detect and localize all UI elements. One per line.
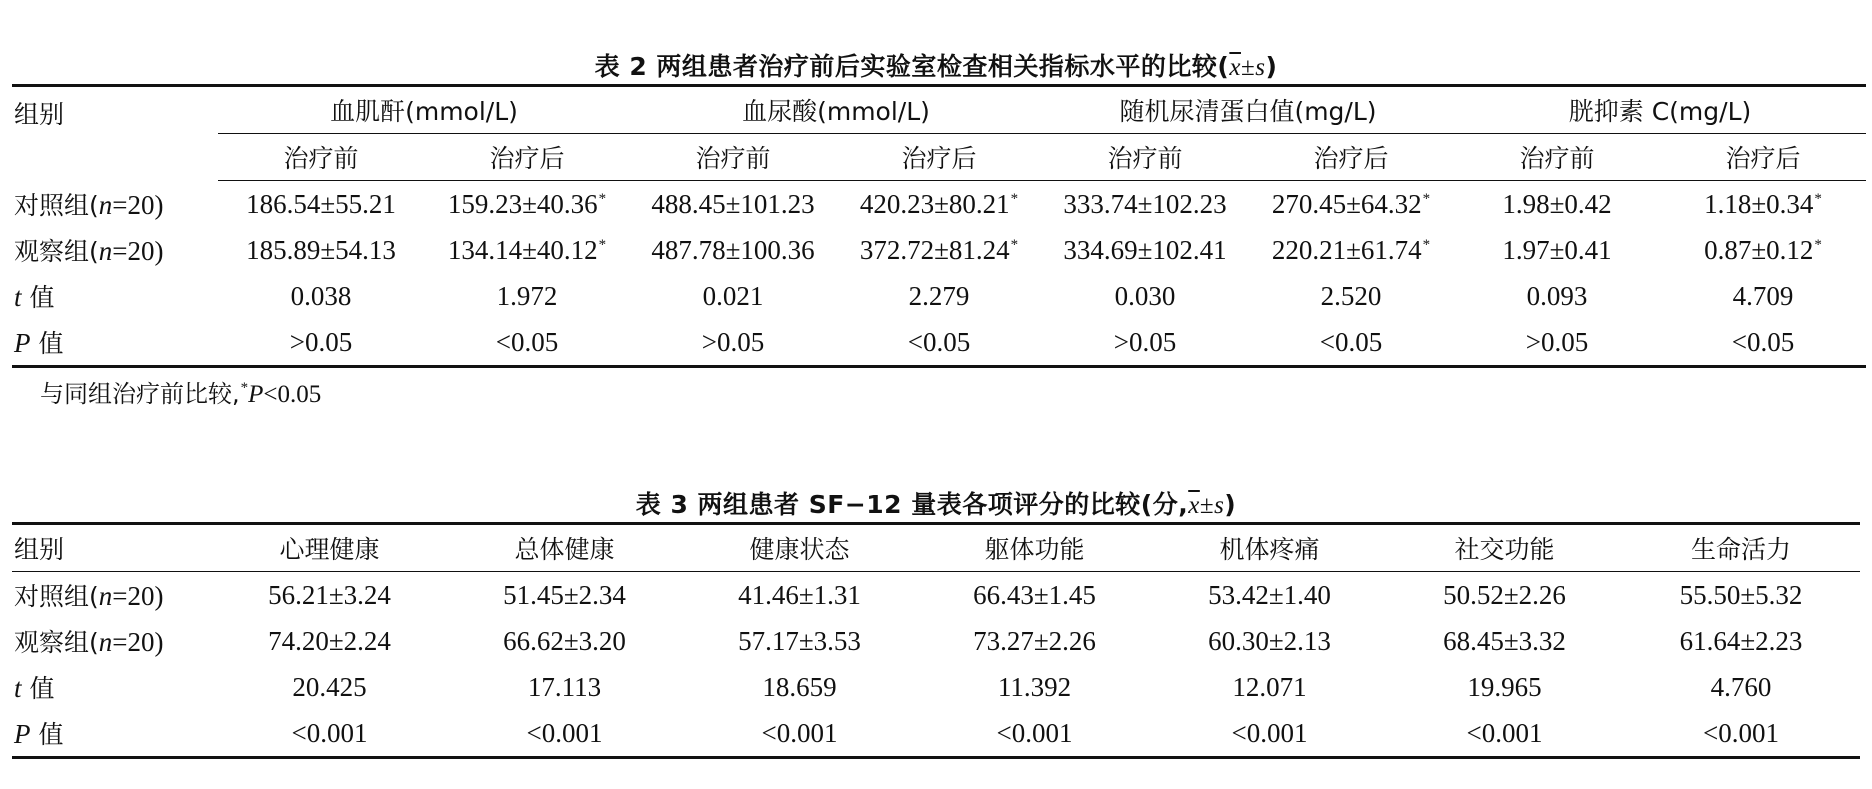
significance-star: * — [598, 236, 607, 253]
table-2-title — [12, 50, 1860, 84]
table-3-column-header: 健康状态 — [682, 524, 917, 572]
table-2-title-pm-symbol: ± — [1240, 54, 1256, 81]
table-2-header-row-1 — [12, 86, 1866, 134]
table-cell: 159.23±40.36* — [447, 188, 607, 219]
table-2-metric-header: 胱抑素 C(mg/L) — [1454, 86, 1866, 134]
table-cell: 372.72±81.24* — [859, 234, 1019, 265]
table-2-title-mean-symbol: $\overline{x}$ — [1229, 54, 1241, 81]
significance-star: * — [1010, 236, 1019, 253]
table-3-t-label: t 值 — [14, 673, 55, 703]
table-2-sub-before: 治疗前 — [630, 134, 836, 181]
table-3-title — [12, 488, 1860, 522]
table-3-title-text: 表 3 两组患者 SF−12 量表各项评分的比较(分, — [635, 490, 1189, 519]
table-cell: 74.20±2.24 — [268, 625, 391, 656]
table-2-group-header: 组别 — [14, 100, 65, 129]
table-cell: >0.05 — [1525, 326, 1589, 357]
table-row — [12, 572, 1860, 619]
table-cell: 185.89±54.13 — [246, 234, 396, 265]
table-cell: 11.392 — [997, 671, 1072, 702]
table-cell: 66.62±3.20 — [503, 625, 626, 656]
table-2-sub-after: 治疗后 — [424, 134, 630, 181]
table-2-p-label: P 值 — [14, 328, 64, 358]
table-cell: 50.52±2.26 — [1443, 579, 1566, 610]
table-3 — [12, 522, 1860, 759]
table-2-sub-before: 治疗前 — [1454, 134, 1660, 181]
table-cell: 68.45±3.32 — [1443, 625, 1566, 656]
table-cell: 4.709 — [1732, 280, 1794, 311]
table-row — [12, 710, 1860, 758]
table-3-column-header: 社交功能 — [1387, 524, 1622, 572]
table-cell: 51.45±2.34 — [503, 579, 626, 610]
table-cell: 487.78±100.36 — [651, 234, 815, 265]
table-cell: 57.17±3.53 — [738, 625, 861, 656]
table-cell: 1.97±0.41 — [1502, 234, 1612, 265]
table-cell: 0.093 — [1526, 280, 1588, 311]
table-cell: 41.46±1.31 — [738, 579, 861, 610]
table-3-column-header: 机体疼痛 — [1152, 524, 1387, 572]
table-2-header-row-2 — [12, 134, 1866, 181]
table-3-header-row — [12, 524, 1860, 572]
table-cell: 270.45±64.32* — [1271, 188, 1431, 219]
significance-star: * — [1422, 190, 1431, 207]
table-3-row-label: 对照组(n=20) — [14, 581, 164, 611]
table-cell: <0.001 — [761, 717, 838, 748]
table-cell: <0.05 — [495, 326, 559, 357]
table-cell: 0.87±0.12* — [1704, 234, 1822, 265]
table-3-column-header: 躯体功能 — [917, 524, 1152, 572]
table-3-column-header: 总体健康 — [447, 524, 682, 572]
table-2 — [12, 84, 1866, 368]
table-cell: <0.001 — [996, 717, 1073, 748]
table-cell: 0.030 — [1114, 280, 1176, 311]
table-cell: 333.74±102.23 — [1063, 188, 1227, 219]
table-cell: 2.520 — [1320, 280, 1382, 311]
table-3-row-label: 观察组(n=20) — [14, 627, 164, 657]
table-cell: 220.21±61.74* — [1271, 234, 1431, 265]
table-3-title-sd-symbol: s — [1214, 492, 1225, 519]
table-2-row-label: 观察组(n=20) — [14, 236, 164, 266]
table-2-title-sd-symbol: s — [1255, 54, 1266, 81]
table-cell: 2.279 — [908, 280, 970, 311]
table-2-metric-header: 血肌酐(mmol/L) — [218, 86, 630, 134]
table-cell: 0.021 — [702, 280, 764, 311]
table-row — [12, 227, 1866, 273]
significance-star: * — [1422, 236, 1431, 253]
table-cell: 60.30±2.13 — [1208, 625, 1331, 656]
table-3-title-mean-symbol: $\overline{x}$ — [1188, 492, 1200, 519]
table-3-block — [12, 488, 1860, 759]
table-2-sub-before: 治疗前 — [218, 134, 424, 181]
table-cell: 420.23±80.21* — [859, 188, 1019, 219]
table-cell: >0.05 — [701, 326, 765, 357]
table-cell: 73.27±2.26 — [973, 625, 1096, 656]
table-cell: 1.18±0.34* — [1704, 188, 1822, 219]
table-2-sub-before: 治疗前 — [1042, 134, 1248, 181]
table-row — [12, 618, 1860, 664]
table-2-sub-after: 治疗后 — [1660, 134, 1866, 181]
table-cell: >0.05 — [1113, 326, 1177, 357]
table-cell: <0.001 — [1231, 717, 1308, 748]
table-3-title-close: ) — [1224, 490, 1237, 519]
table-cell: >0.05 — [289, 326, 353, 357]
table-3-title-pm-symbol: ± — [1199, 492, 1215, 519]
significance-star: * — [1814, 190, 1822, 207]
table-cell: <0.05 — [907, 326, 971, 357]
significance-star: * — [1010, 190, 1019, 207]
table-cell: 55.50±5.32 — [1679, 579, 1803, 610]
table-3-group-header: 组别 — [12, 524, 212, 572]
table-2-footnote: 与同组治疗前比较,*P<0.05 — [40, 380, 322, 408]
table-cell: 1.98±0.42 — [1502, 188, 1612, 219]
table-2-metric-header: 随机尿清蛋白值(mg/L) — [1042, 86, 1454, 134]
table-2-title-text: 表 2 两组患者治疗前后实验室检查相关指标水平的比较( — [594, 52, 1230, 81]
table-cell: 186.54±55.21 — [246, 188, 396, 219]
table-cell: 488.45±101.23 — [651, 188, 815, 219]
table-cell: 18.659 — [762, 671, 837, 702]
table-cell: 134.14±40.12* — [447, 234, 607, 265]
table-cell: 4.760 — [1710, 671, 1772, 702]
table-cell: 0.038 — [290, 280, 352, 311]
table-cell: <0.001 — [291, 717, 368, 748]
table-cell: 56.21±3.24 — [268, 579, 391, 610]
table-2-block — [12, 50, 1860, 408]
table-3-p-label: P 值 — [14, 719, 64, 749]
table-row — [12, 273, 1866, 319]
table-row — [12, 664, 1860, 710]
table-2-metric-header: 血尿酸(mmol/L) — [630, 86, 1042, 134]
significance-star: * — [598, 190, 607, 207]
table-cell: 17.113 — [527, 671, 602, 702]
table-row — [12, 319, 1866, 367]
table-cell: 1.972 — [496, 280, 558, 311]
table-cell: <0.001 — [1703, 717, 1779, 748]
table-2-sub-after: 治疗后 — [836, 134, 1042, 181]
table-cell: <0.001 — [526, 717, 603, 748]
table-2-t-label: t 值 — [14, 282, 55, 312]
table-cell: 19.965 — [1467, 671, 1542, 702]
table-cell: <0.05 — [1731, 326, 1795, 357]
table-cell: 53.42±1.40 — [1208, 579, 1331, 610]
table-2-row-label: 对照组(n=20) — [14, 189, 164, 220]
table-cell: 20.425 — [292, 671, 367, 702]
table-cell: 12.071 — [1232, 671, 1307, 702]
table-2-title-close: ) — [1265, 52, 1278, 81]
table-3-column-header: 生命活力 — [1622, 524, 1860, 572]
table-3-column-header: 心理健康 — [212, 524, 447, 572]
table-cell: 61.64±2.23 — [1679, 625, 1803, 656]
table-cell: <0.05 — [1319, 326, 1383, 357]
significance-star: * — [1814, 236, 1822, 253]
table-2-sub-after: 治疗后 — [1248, 134, 1454, 181]
table-cell: 334.69±102.41 — [1063, 234, 1227, 265]
table-cell: <0.001 — [1466, 717, 1543, 748]
table-cell: 66.43±1.45 — [973, 579, 1096, 610]
table-row — [12, 181, 1866, 228]
